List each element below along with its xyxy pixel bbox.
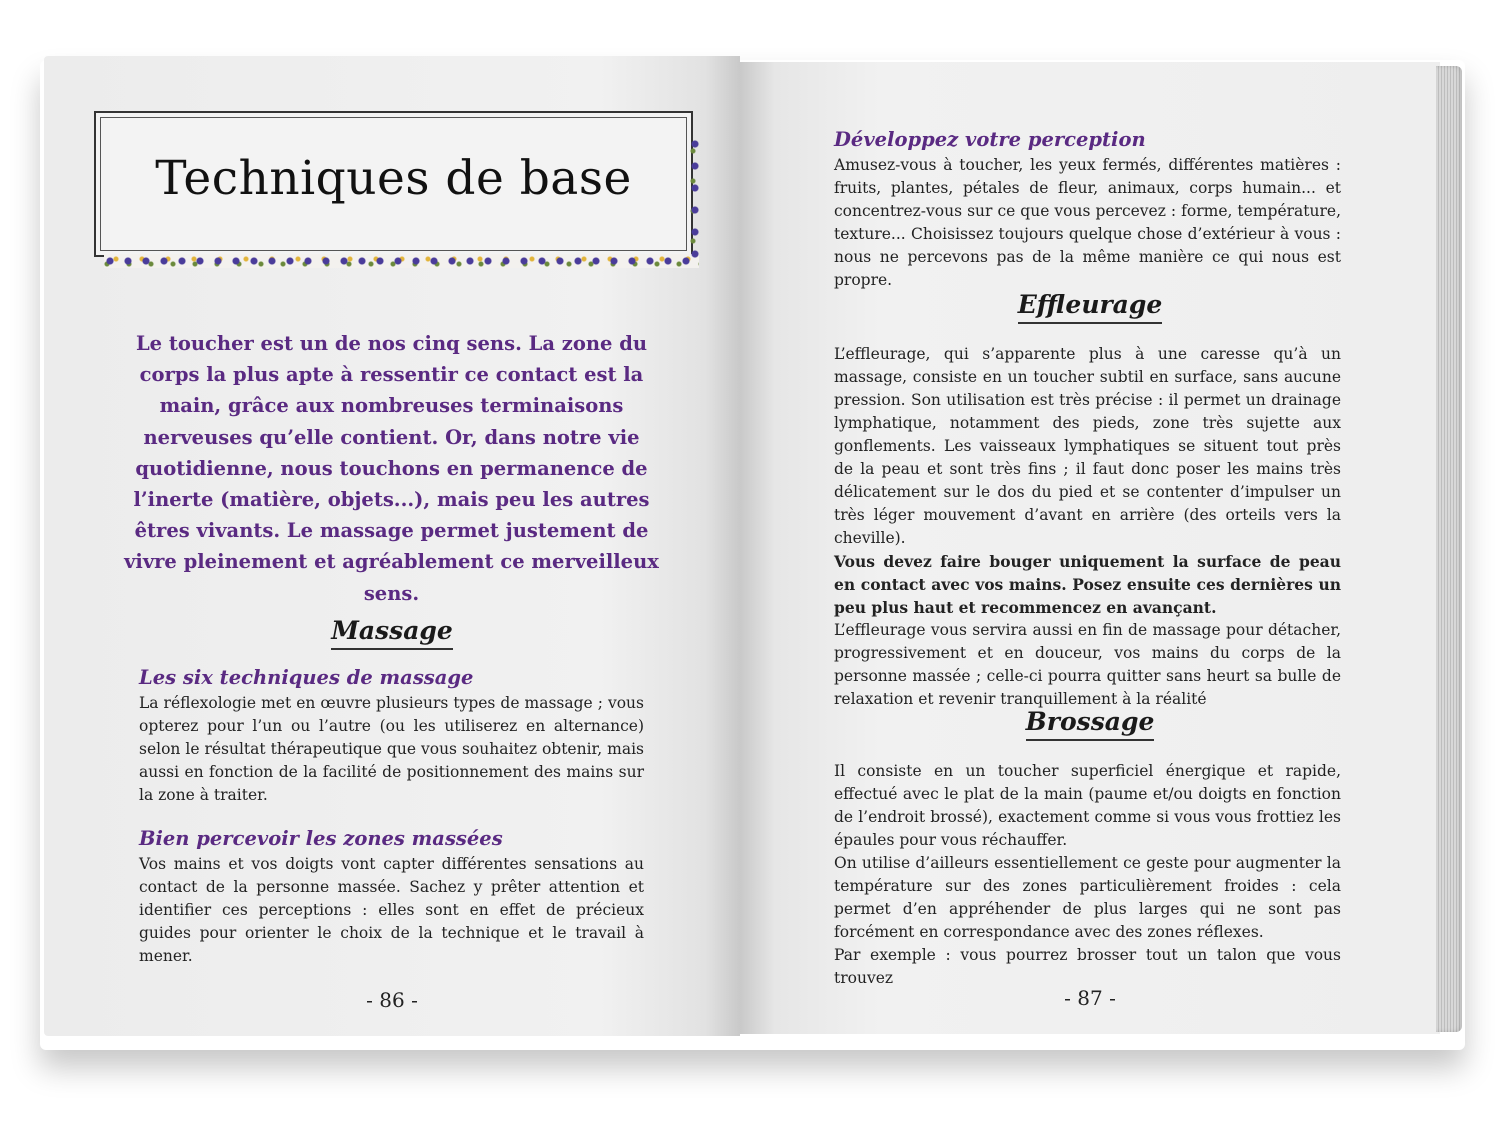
floral-decoration-side [689, 136, 701, 266]
brossage-paragraph-1: Il consiste en un toucher superficiel énergique et rapide, effectué avec le plat de la main (paume et/ou doigts en fonction de l’endroit brossé), exactement comme si vous vous frottiez les épaules pour vous réchauffer. [834, 762, 1341, 849]
floral-decoration [104, 254, 699, 268]
effleurage-paragraph-2: L’effleurage vous servira aussi en fin de massage pour détacher, progressivement et en douceur, vos mains du corps de la personne massée ; celle-ci pourra quitter sans heurt sa bulle de relaxation et revenir tranquillement à la réalité [834, 621, 1341, 708]
effleurage-bold-paragraph: Vous devez faire bouger uniquement la surface de peau en contact avec vos mains. Posez ensuite ces dernières un peu plus haut et recommencez en avançant. [834, 552, 1341, 617]
intro-paragraph: Le toucher est un de nos cinq sens. La zone du corps la plus apte à ressentir ce contact est la main, grâce aux nombreuses terminaisons nerveuses qu’elle contient. Or, dans notre vie quotidienne, nous touchons en permanence de l’inerte (matière, objets...), mais peu les autres êtres vivants. Le massage permet justement de vivre pleinement et agréablement ce merveilleux sens. [124, 332, 659, 605]
chapter-title: Techniques de base [155, 151, 632, 206]
page-number-right: - 87 - [1064, 986, 1116, 1010]
page-edges [1436, 66, 1462, 1032]
brossage-paragraph-2: On utilise d’ailleurs essentiellement ce geste pour augmenter la température sur des zones particulièrement froides : cela permet d’en appréhender de plus larges qui ne sont pas forcément en correspondance avec des zones réflexes. [834, 854, 1341, 941]
section-title-effleurage: Effleurage [740, 290, 1440, 324]
subtitle-six-techniques: Les six techniques de massage [139, 666, 474, 689]
effleurage-paragraph-1: L’effleurage, qui s’apparente plus à une caresse qu’à un massage, consiste en un toucher subtil en surface, sans aucune pression. Son utilisation est très précise : il permet un drainage lymphatique, notamment des pieds, zone très sujette aux gonflements. Les vaisseaux lymphatiques se situent tout près de la peau et sont très fins ; il faut donc poser les mains très délicatement sur le dos du pied et se contenter d’impulser un très léger mouvement d’avant en arrière (des orteils vers la cheville). [834, 345, 1341, 547]
subtitle-perception: Développez votre perception [834, 128, 1146, 151]
subtitle-percevoir: Bien percevoir les zones massées [139, 827, 503, 850]
brossage-paragraph-3: Par exemple : vous pourrez brosser tout un talon que vous trouvez [834, 946, 1341, 987]
chapter-title-box [94, 111, 693, 257]
right-page [740, 62, 1440, 1034]
paragraph-percevoir: Vos mains et vos doigts vont capter différentes sensations au contact de la personne massée. Sachez y prêter attention et identifier ces perceptions : elles sont en effet de précieux guides pour orienter le choix de la technique et le travail à mener. [139, 855, 644, 965]
brossage-text [834, 760, 1341, 990]
section-title-brossage: Brossage [740, 707, 1440, 741]
left-page [44, 56, 740, 1036]
section-title-massage: Massage [44, 616, 740, 650]
page-number-left: - 86 - [366, 988, 418, 1012]
paragraph-six-techniques: La réflexologie met en œuvre plusieurs types de massage ; vous opterez pour l’un ou l’autre (ou les utiliserez en alternance) selon le résultat thérapeutique que vous souhaitez obtenir, mais aussi en fonction de la facilité de positionnement des mains sur la zone à traiter. [139, 694, 644, 804]
effleurage-text [834, 343, 1341, 711]
paragraph-perception: Amusez-vous à toucher, les yeux fermés, différentes matières : fruits, plantes, pétales de fleur, animaux, corps humain... et concentrez-vous sur ce que vous percevez : forme, température, texture... Choisissez toujours quelque chose d’extérieur à vous : nous ne percevons pas de la même manière ce qui nous est propre. [834, 156, 1341, 289]
